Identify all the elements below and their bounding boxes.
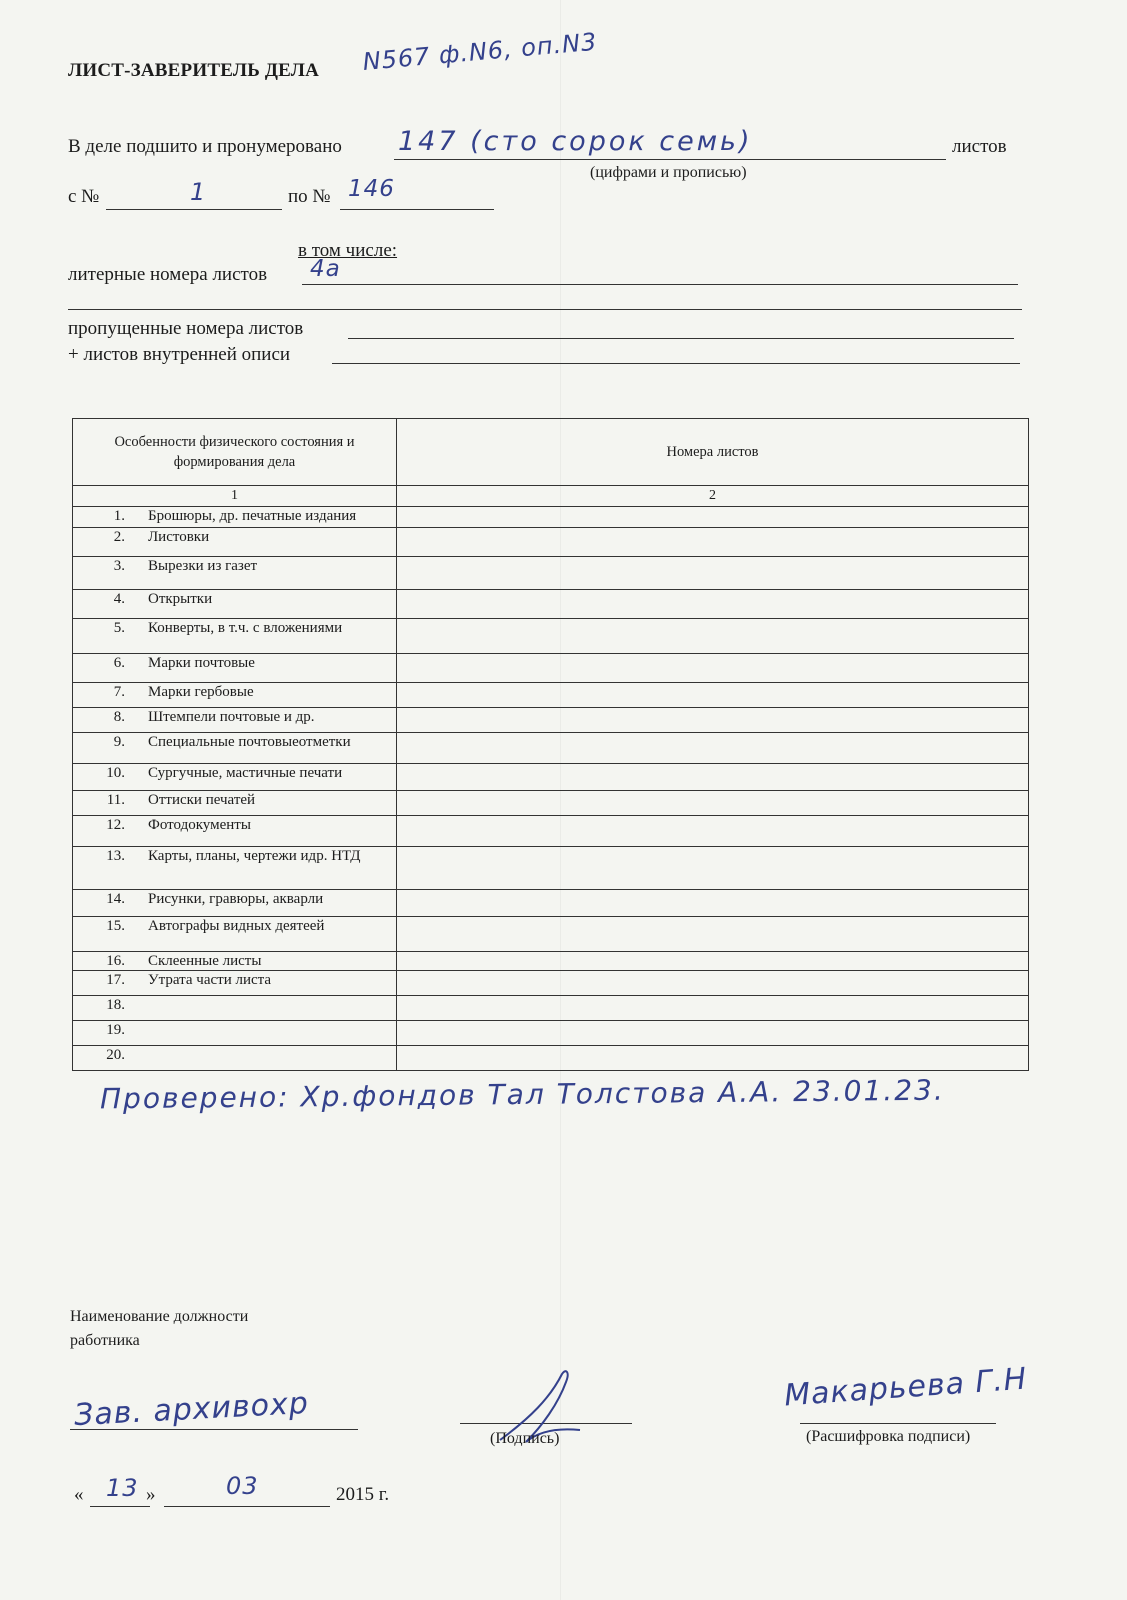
row-label: Склеенные листы: [148, 953, 262, 969]
date-month-handwritten: 03: [226, 1472, 259, 1500]
position-label-line2: работника: [70, 1332, 140, 1349]
table-row: [73, 507, 1029, 528]
row-number: 17.: [106, 972, 125, 988]
decoding-caption: (Расшифровка подписи): [806, 1428, 971, 1445]
row-label: Карты, планы, чертежи идр. НТД: [148, 848, 361, 864]
row-sheet-numbers-cell: [397, 890, 1029, 917]
to-underline: [340, 209, 494, 210]
to-label: по №: [288, 186, 331, 207]
row-sheet-numbers-cell: [397, 1021, 1029, 1046]
sheets-label: В деле подшито и пронумеровано: [68, 136, 342, 157]
col2-header: Номера листов: [397, 419, 1029, 486]
row-number: 3.: [113, 558, 125, 574]
row-number: 2.: [113, 529, 125, 545]
row-feature-cell: [73, 791, 397, 816]
row-number: 14.: [106, 891, 125, 907]
table-row: [73, 683, 1029, 708]
row-sheet-numbers-cell: [397, 917, 1029, 952]
from-label: с №: [68, 186, 100, 207]
row-number: 15.: [106, 918, 125, 934]
col1-num: 1: [73, 486, 397, 507]
literal-label: литерные номера листов: [68, 264, 268, 285]
row-sheet-numbers-cell: [397, 791, 1029, 816]
row-number: 11.: [106, 792, 125, 808]
literal-value-handwritten: 4а: [310, 256, 341, 282]
row-feature-cell: [73, 528, 397, 557]
table-row: [73, 557, 1029, 590]
table-row: [73, 971, 1029, 996]
row-label: Специальные почтовыеотметки: [148, 734, 351, 750]
table-row: [73, 528, 1029, 557]
row-label: Марки почтовые: [148, 655, 255, 671]
row-number: 5.: [113, 620, 125, 636]
inventory-label: + листов внутренней описи: [68, 344, 291, 365]
checked-note-handwritten: Проверено: Хр.фондов Тал Толстова А.А. 23.01.23.: [99, 1073, 945, 1116]
col2-num: 2: [397, 486, 1029, 507]
row-sheet-numbers-cell: [397, 507, 1029, 528]
row-feature-cell: [73, 507, 397, 528]
row-sheet-numbers-cell: [397, 1046, 1029, 1071]
date-month-underline: [164, 1506, 330, 1507]
row-sheet-numbers-cell: [397, 590, 1029, 619]
date-day-underline: [90, 1506, 150, 1507]
table-row: [73, 1046, 1029, 1071]
row-feature-cell: [73, 952, 397, 971]
row-number: 4.: [113, 591, 125, 607]
row-sheet-numbers-cell: [397, 971, 1029, 996]
physical-state-table: [72, 418, 1029, 1071]
row-sheet-numbers-cell: [397, 816, 1029, 847]
row-sheet-numbers-cell: [397, 733, 1029, 764]
case-number-handwritten: N567 ф.N6, оп.N3: [361, 27, 599, 76]
row-number: 9.: [113, 734, 125, 750]
row-label: Листовки: [148, 529, 210, 545]
literal-underline-2: [68, 309, 1022, 310]
row-feature-cell: [73, 890, 397, 917]
table-row: [73, 619, 1029, 654]
table-row: [73, 791, 1029, 816]
row-feature-cell: [73, 847, 397, 890]
sheets-count-handwritten: 147 (сто сорок семь): [398, 126, 753, 157]
row-sheet-numbers-cell: [397, 557, 1029, 590]
row-feature-cell: [73, 1021, 397, 1046]
decoding-underline: [800, 1423, 996, 1424]
row-label: Конверты, в т.ч. с вложениями: [148, 620, 343, 636]
row-feature-cell: [73, 590, 397, 619]
missing-underline: [348, 338, 1014, 339]
row-feature-cell: [73, 917, 397, 952]
row-feature-cell: [73, 654, 397, 683]
row-sheet-numbers-cell: [397, 952, 1029, 971]
table-row: [73, 847, 1029, 890]
from-value-handwritten: 1: [190, 178, 207, 206]
row-feature-cell: [73, 619, 397, 654]
row-sheet-numbers-cell: [397, 708, 1029, 733]
row-label: Брошюры, др. печатные издания: [148, 508, 357, 524]
row-sheet-numbers-cell: [397, 996, 1029, 1021]
row-sheet-numbers-cell: [397, 619, 1029, 654]
position-handwritten: Зав. архивохр: [73, 1385, 310, 1434]
row-number: 12.: [106, 817, 125, 833]
table-row: [73, 816, 1029, 847]
row-sheet-numbers-cell: [397, 683, 1029, 708]
page-title: ЛИСТ-ЗАВЕРИТЕЛЬ ДЕЛА: [68, 60, 320, 81]
to-value-handwritten: 146: [348, 176, 395, 202]
row-number: 18.: [106, 997, 125, 1013]
row-number: 6.: [113, 655, 125, 671]
sheets-caption: (цифрами и прописью): [590, 164, 747, 181]
row-feature-cell: [73, 683, 397, 708]
row-feature-cell: [73, 816, 397, 847]
row-label: Оттиски печатей: [148, 792, 256, 808]
date-year: 2015 г.: [336, 1484, 390, 1505]
row-label: Открытки: [148, 591, 213, 607]
row-label: Сургучные, мастичные печати: [148, 765, 343, 781]
table-row: [73, 733, 1029, 764]
position-label-line1: Наименование должности: [70, 1308, 249, 1325]
row-number: 13.: [106, 848, 125, 864]
row-number: 19.: [106, 1022, 125, 1038]
row-number: 7.: [113, 684, 125, 700]
table-row: [73, 996, 1029, 1021]
row-feature-cell: [73, 733, 397, 764]
row-label: Фотодокументы: [148, 817, 251, 833]
table-row: [73, 654, 1029, 683]
date-close-quote: »: [146, 1484, 156, 1505]
table-row: [73, 764, 1029, 791]
sheets-unit: листов: [952, 136, 1007, 157]
row-feature-cell: [73, 557, 397, 590]
row-label: Рисунки, гравюры, акварли: [148, 891, 324, 907]
table-row: [73, 890, 1029, 917]
row-number: 16.: [106, 953, 125, 969]
table-row: [73, 952, 1029, 971]
table-row: [73, 1021, 1029, 1046]
signature-caption: (Подпись): [490, 1430, 560, 1447]
row-feature-cell: [73, 708, 397, 733]
row-label: Вырезки из газет: [148, 558, 258, 574]
including-heading: в том числе:: [298, 240, 398, 261]
row-label: Утрата части листа: [148, 972, 272, 988]
row-label: Автографы видных деятеей: [148, 918, 325, 934]
table-row: [73, 590, 1029, 619]
date-open-quote: «: [74, 1484, 84, 1505]
from-underline: [106, 209, 282, 210]
row-feature-cell: [73, 971, 397, 996]
row-sheet-numbers-cell: [397, 654, 1029, 683]
row-number: 20.: [106, 1047, 125, 1063]
table-row: [73, 917, 1029, 952]
row-feature-cell: [73, 996, 397, 1021]
row-feature-cell: [73, 764, 397, 791]
row-label: Марки гербовые: [148, 684, 254, 700]
row-sheet-numbers-cell: [397, 528, 1029, 557]
row-sheet-numbers-cell: [397, 764, 1029, 791]
row-number: 8.: [113, 709, 125, 725]
sheets-underline: [394, 159, 946, 160]
literal-underline: [302, 284, 1018, 285]
position-underline: [70, 1429, 358, 1430]
row-sheet-numbers-cell: [397, 847, 1029, 890]
row-number: 10.: [106, 765, 125, 781]
date-day-handwritten: 13: [106, 1474, 139, 1502]
row-feature-cell: [73, 1046, 397, 1071]
row-label: Штемпели почтовые и др.: [148, 709, 315, 725]
missing-label: пропущенные номера листов: [68, 318, 304, 339]
decoding-handwritten: Макарьева Г.Н: [783, 1361, 1029, 1414]
col1-header: Особенности физического состояния и формирования дела: [73, 419, 397, 486]
row-number: 1.: [113, 508, 125, 524]
inventory-underline: [332, 363, 1020, 364]
table-row: [73, 708, 1029, 733]
